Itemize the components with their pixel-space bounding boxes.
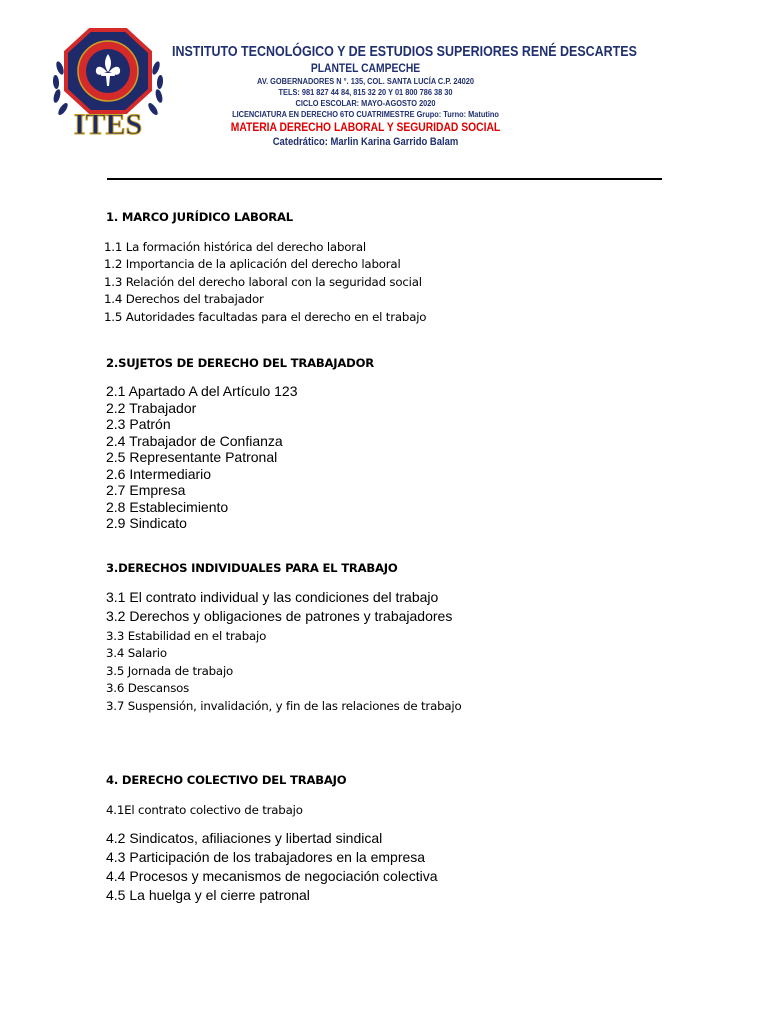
list-item: 2.5 Representante Patronal (106, 449, 278, 465)
list-item: 2.8 Establecimiento (106, 498, 229, 515)
list-item: 2.7 Empresa (106, 482, 186, 498)
list-item: 2.2 Trabajador (106, 399, 197, 416)
list-item: 4.2 Sindicatos, afiliaciones y libertad sindical (106, 830, 383, 846)
list-item: 2.9 Sindicato (106, 515, 187, 531)
list-item: 3.1 El contrato individual y las condiciones del trabajo (106, 589, 439, 605)
letterhead (172, 44, 637, 149)
list-item: 1.5 Autoridades facultadas para el derecho en el trabajo (104, 309, 427, 324)
list-item: 4.1El contrato colectivo de trabajo (106, 803, 303, 817)
list-item: 3.6 Descansos (106, 681, 190, 696)
section-3-list-a (106, 588, 452, 626)
address: AV. GOBERNADORES N °. 135, COL. SANTA LUCÍA C.P. 24020 (257, 76, 474, 86)
list-item: 1.4 Derechos del trabajador (104, 292, 264, 307)
list-item: 2.1 Apartado A del Artículo 123 (106, 383, 298, 399)
section-title-4: 4. DERECHO COLECTIVO DEL TRABAJO (106, 773, 347, 787)
section-3-list-b (106, 628, 462, 715)
professor: Catedrático: Marlin Karina Garrido Balam (272, 136, 459, 148)
list-item: 3.4 Salario (106, 646, 167, 661)
list-item: 3.5 Jornada de trabajo (106, 663, 234, 678)
school-cycle: CICLO ESCOLAR: MAYO-AGOSTO 2020 (295, 98, 436, 108)
list-item: 3.2 Derechos y obligaciones de patrones y trabajadores (106, 608, 453, 624)
list-item: 1.1 La formación histórica del derecho laboral (104, 240, 367, 254)
ites-logo (46, 28, 170, 144)
list-item: 4.4 Procesos y mecanismos de negociación colectiva (106, 868, 438, 884)
list-item: 4.3 Participación de los trabajadores en la empresa (106, 849, 426, 865)
degree-info: LICENCIATURA EN DERECHO 6TO CUATRIMESTRE Grupo: Turno: Matutino (232, 109, 499, 119)
list-item: 1.3 Relación del derecho laboral con la seguridad social (104, 274, 422, 289)
plantel-name: PLANTEL CAMPECHE (310, 61, 421, 75)
list-item: 1.2 Importancia de la aplicación del derecho laboral (104, 257, 401, 272)
ites-wordmark: ITES (73, 108, 143, 141)
phones: TELS: 981 827 44 84, 815 32 20 Y 01 800 786 38 30 (278, 87, 453, 97)
section-2-list (106, 383, 297, 532)
section-title-2: 2.SUJETOS DE DERECHO DEL TRABAJADOR (106, 356, 374, 370)
list-item: 2.6 Intermediario (106, 465, 212, 482)
section-title-1: 1. MARCO JURÍDICO LABORAL (106, 210, 293, 224)
subject-title: MATERIA DERECHO LABORAL Y SEGURIDAD SOCIAL (230, 120, 501, 134)
section-4-list (106, 829, 438, 905)
list-item: 4.5 La huelga y el cierre patronal (106, 887, 310, 903)
section-1-list (104, 239, 426, 326)
list-item: 2.3 Patrón (106, 416, 171, 432)
list-item: 3.7 Suspensión, invalidación, y fin de las relaciones de trabajo (106, 698, 462, 713)
institute-name: INSTITUTO TECNOLÓGICO Y DE ESTUDIOS SUPERIORES RENÉ DESCARTES (172, 44, 637, 60)
section-title-3: 3.DERECHOS INDIVIDUALES PARA EL TRABAJO (106, 561, 398, 575)
header-divider (107, 178, 662, 180)
list-item: 2.4 Trabajador de Confianza (106, 432, 283, 449)
list-item: 3.3 Estabilidad en el trabajo (106, 629, 267, 643)
